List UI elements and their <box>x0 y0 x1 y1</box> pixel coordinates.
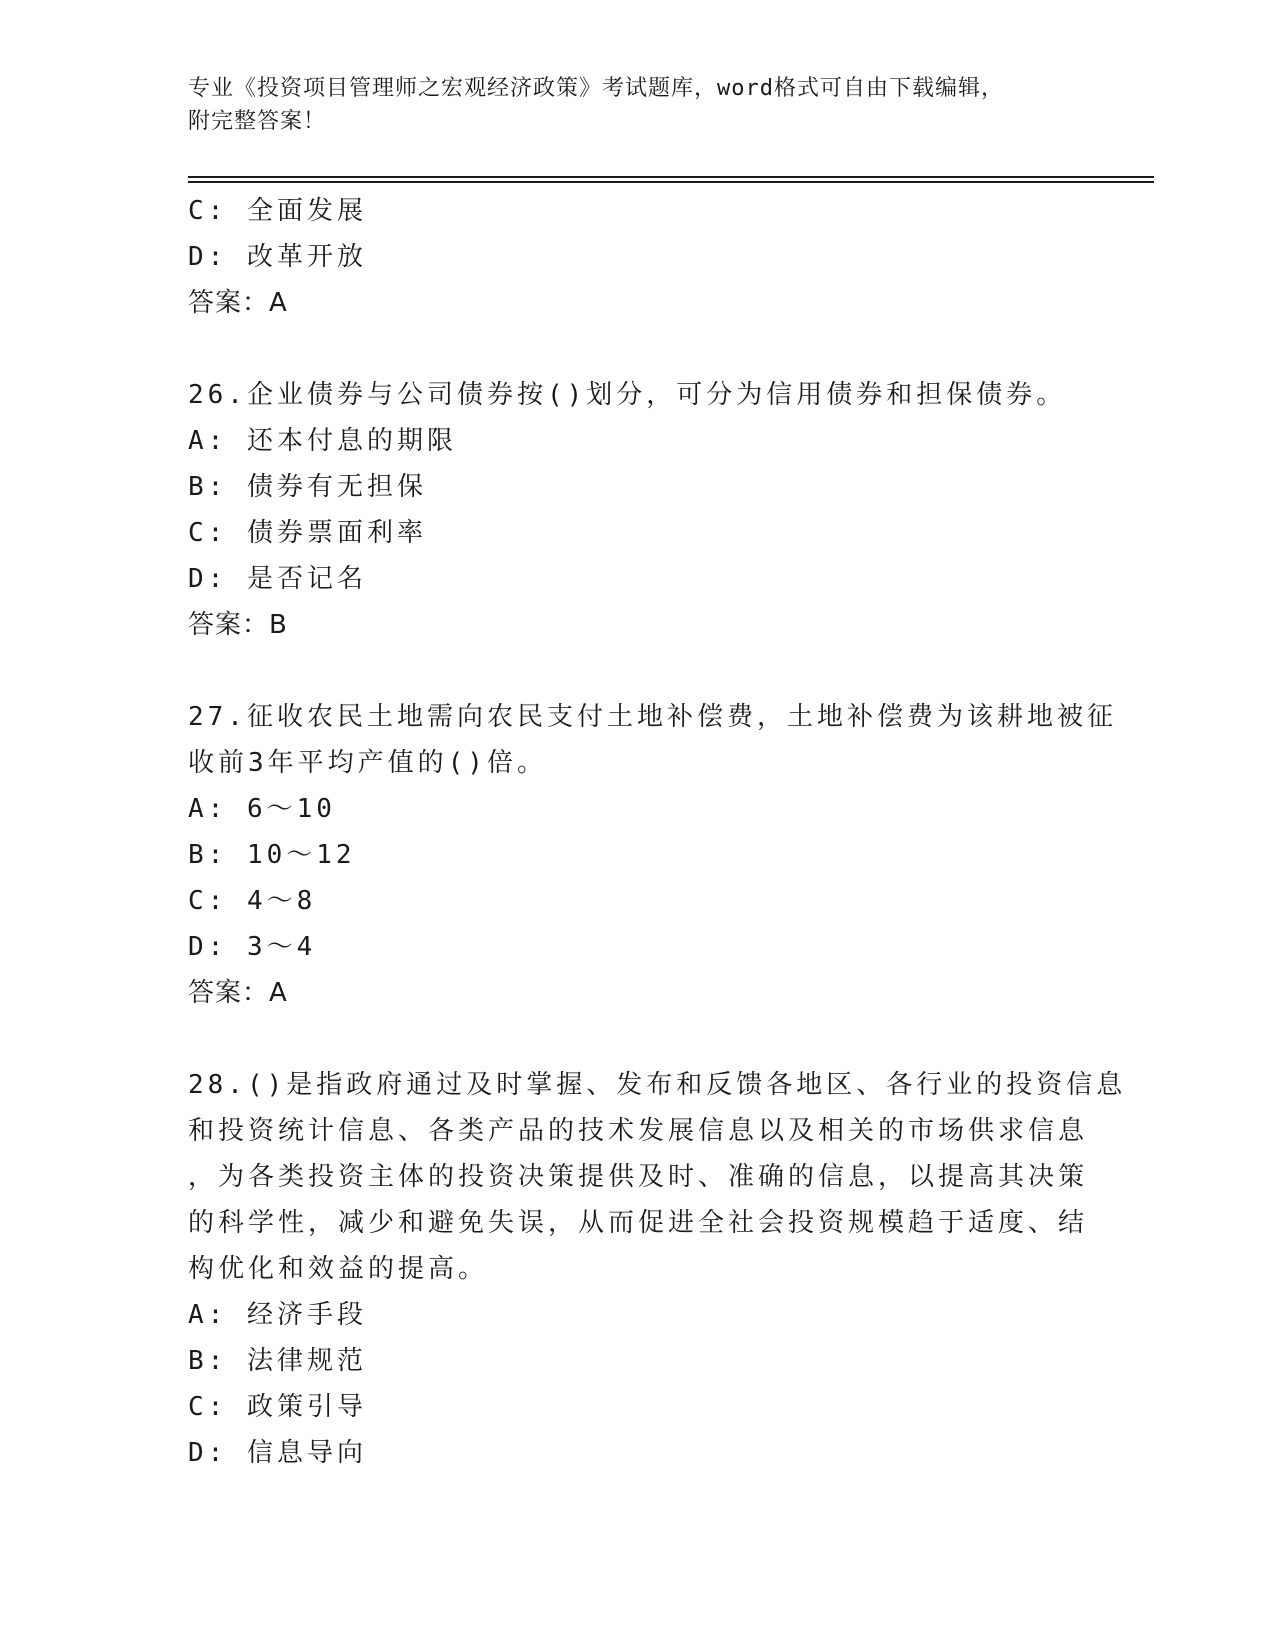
spacer <box>188 1016 1088 1062</box>
question-text: 26.企业债券与公司债券按()划分，可分为信用债券和担保债券。 <box>188 380 1067 410</box>
question-text-line-2: 和投资统计信息、各类产品的技术发展信息以及相关的市场供求信息 <box>188 1116 1089 1146</box>
option-c: C: 4～8 <box>188 886 317 916</box>
question-text-line-3: ，为各类投资主体的投资决策提供及时、准确的信息，以提高其决策 <box>188 1162 1089 1192</box>
question-27 <box>188 694 1117 1016</box>
document-header <box>188 72 1068 138</box>
option-a: A: 还本付息的期限 <box>188 426 457 456</box>
answer-line: 答案：A <box>188 288 288 318</box>
question-text-line-5: 构优化和效益的提高。 <box>188 1254 489 1284</box>
question-text-line-2: 收前3年平均产值的()倍。 <box>188 748 547 778</box>
option-c: C: 全面发展 <box>188 196 367 226</box>
answer-line: 答案：A <box>188 978 288 1008</box>
question-25 <box>188 188 1088 326</box>
question-text-line-1: 27.征收农民土地需向农民支付土地补偿费，土地补偿费为该耕地被征 <box>188 702 1117 732</box>
question-text-line-4: 的科学性，减少和避免失误，从而促进全社会投资规模趋于适度、结 <box>188 1208 1089 1238</box>
option-d: D: 信息导向 <box>188 1438 367 1468</box>
option-c: C: 债券票面利率 <box>188 518 427 548</box>
question-list <box>188 188 1127 1476</box>
option-b: B: 10～12 <box>188 840 356 870</box>
header-line-2: 附完整答案！ <box>188 109 327 134</box>
spacer <box>188 326 1088 372</box>
option-b: B: 法律规范 <box>188 1346 367 1376</box>
option-d: D: 改革开放 <box>188 242 367 272</box>
option-a: A: 6～10 <box>188 794 336 824</box>
header-divider-top <box>188 176 1154 178</box>
header-line-1: 专业《投资项目管理师之宏观经济政策》考试题库，word格式可自由下载编辑， <box>188 76 1004 101</box>
option-c: C: 政策引导 <box>188 1392 367 1422</box>
question-26 <box>188 372 1088 648</box>
option-d: D: 3～4 <box>188 932 317 962</box>
question-28 <box>188 1062 1127 1476</box>
header-divider-bottom <box>188 181 1154 183</box>
option-a: A: 经济手段 <box>188 1300 367 1330</box>
answer-line: 答案：B <box>188 610 288 640</box>
option-b: B: 债券有无担保 <box>188 472 427 502</box>
spacer <box>188 648 1088 694</box>
question-text-line-1: 28.()是指政府通过及时掌握、发布和反馈各地区、各行业的投资信息 <box>188 1070 1127 1100</box>
option-d: D: 是否记名 <box>188 564 367 594</box>
